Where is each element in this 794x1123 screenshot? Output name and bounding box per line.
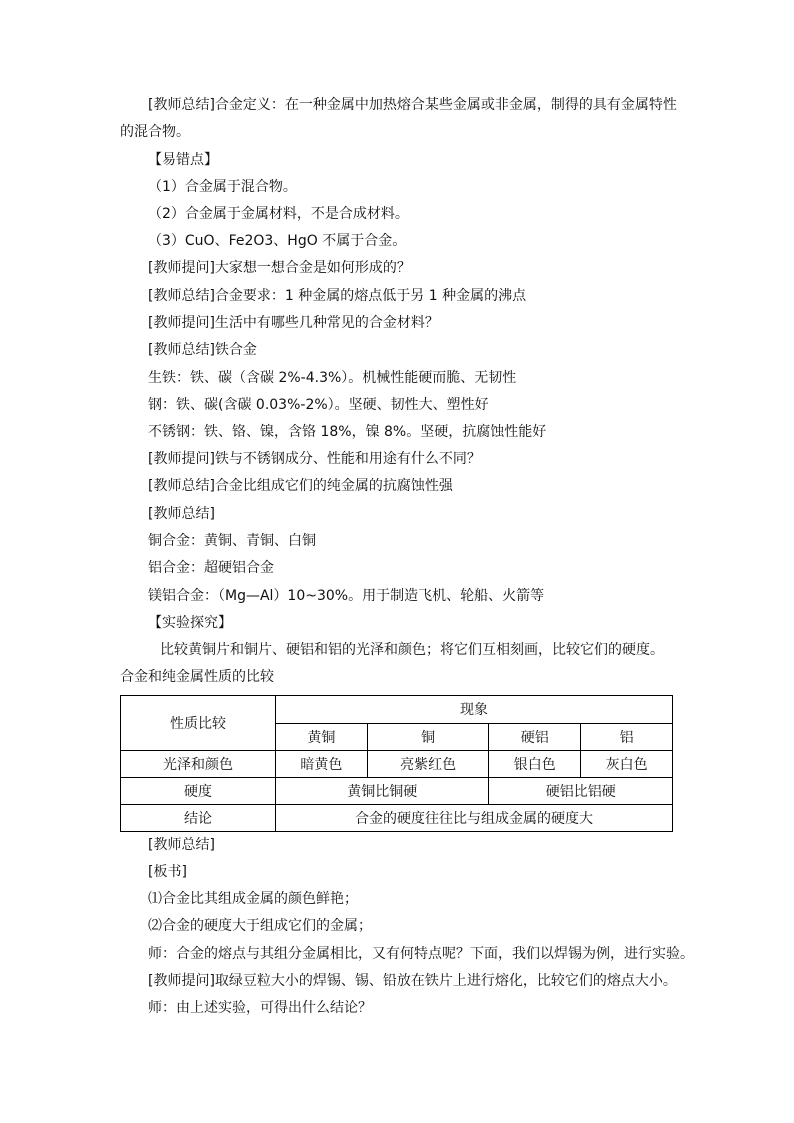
table-cell: 银白色: [489, 751, 581, 778]
table-row: [121, 778, 673, 805]
blackboard-item-2: ⑵合金的硬度大于组成它们的金属；: [148, 918, 372, 934]
mistake-item-1: （1）合金属于混合物。: [148, 179, 297, 195]
row-label-hardness: 硬度: [121, 778, 276, 805]
table-header-material: 黄铜: [276, 723, 368, 751]
experiment-description: 比较黄铜片和铜片、硬铝和铝的光泽和颜色；将它们互相刻画，比较它们的硬度。: [160, 642, 664, 658]
blackboard-item-1: ⑴合金比其组成金属的颜色鲜艳；: [148, 891, 358, 907]
teacher-speech-conclusion: 师：由上述实验，可得出什么结论？: [148, 1000, 372, 1016]
row-label-color: 光泽和颜色: [121, 751, 276, 778]
teacher-question-formation: [教师提问]大家想一想合金是如何形成的？: [148, 260, 411, 276]
table-header-material: 硬铝: [489, 723, 581, 751]
aluminum-alloy-line: 铝合金：超硬铝合金: [148, 560, 274, 576]
stainless-steel-line: 不锈钢：铁、铬、镍，含铬 18%，镍 8%。坚硬，抗腐蚀性能好: [148, 424, 547, 440]
table-header-property: 性质比较: [121, 696, 276, 751]
row-label-conclusion: 结论: [121, 805, 276, 832]
teacher-summary-heading: [教师总结]: [148, 506, 215, 522]
blackboard-heading: [板书]: [148, 864, 187, 880]
copper-alloy-line: 铜合金：黄铜、青铜、白铜: [148, 533, 316, 549]
table-cell: 亮紫红色: [367, 751, 489, 778]
table-header-material: 铜: [367, 723, 489, 751]
table-caption: 合金和纯金属性质的比较: [120, 669, 274, 685]
table-row: [121, 805, 673, 832]
steel-line: 钢：铁、碳(含碳 0.03%-2%）。坚硬、韧性大、塑性好: [148, 397, 489, 413]
mistake-item-3: （3）CuO、Fe2O3、HgO 不属于合金。: [148, 233, 407, 249]
table-header-phenomenon: 现象: [276, 696, 673, 724]
table-header-material: 铝: [581, 723, 673, 751]
table-row: [121, 751, 673, 778]
mistake-item-2: （2）合金属于金属材料，不是合成材料。: [148, 206, 409, 222]
heading-common-mistakes: 【易错点】: [148, 152, 218, 168]
teacher-summary-corrosion: [教师总结]合金比组成它们的纯金属的抗腐蚀性强: [148, 478, 453, 494]
table-cell: 黄铜比铜硬: [276, 778, 489, 805]
heading-experiment: 【实验探究】: [148, 615, 232, 631]
teacher-speech-melting-point: 师：合金的熔点与其组分金属相比，又有何特点呢？下面，我们以焊锡为例，进行实验。: [148, 946, 694, 962]
table-cell: 灰白色: [581, 751, 673, 778]
table-cell: 暗黄色: [276, 751, 368, 778]
teacher-question-materials: [教师提问]生活中有哪些几种常见的合金材料？: [148, 315, 439, 331]
paragraph-alloy-definition: [教师总结]合金定义：在一种金属中加热熔合某些金属或非金属，制得的具有金属特性: [148, 97, 677, 113]
paragraph-alloy-definition-cont: 的混合物。: [120, 124, 190, 140]
comparison-table: [120, 695, 673, 832]
pig-iron-line: 生铁：铁、碳（含碳 2%-4.3%）。机械性能硬而脆、无韧性: [148, 370, 517, 386]
mg-al-alloy-line: 镁铝合金：（Mg—Al）10~30%。用于制造飞机、轮船、火箭等: [148, 588, 545, 604]
teacher-question-difference: [教师提问]铁与不锈钢成分、性能和用途有什么不同？: [148, 451, 481, 467]
teacher-summary-requirement: [教师总结]合金要求：1 种金属的熔点低于另 1 种金属的沸点: [148, 288, 527, 304]
teacher-summary-iron-alloys: [教师总结]铁合金: [148, 342, 257, 358]
teacher-question-experiment: [教师提问]取绿豆粒大小的焊锡、锡、铅放在铁片上进行熔化，比较它们的熔点大小。: [148, 973, 677, 989]
table-cell: 合金的硬度往往比与组成金属的硬度大: [276, 805, 673, 832]
teacher-summary-heading-2: [教师总结]: [148, 837, 215, 853]
table-cell: 硬铝比铝硬: [489, 778, 673, 805]
